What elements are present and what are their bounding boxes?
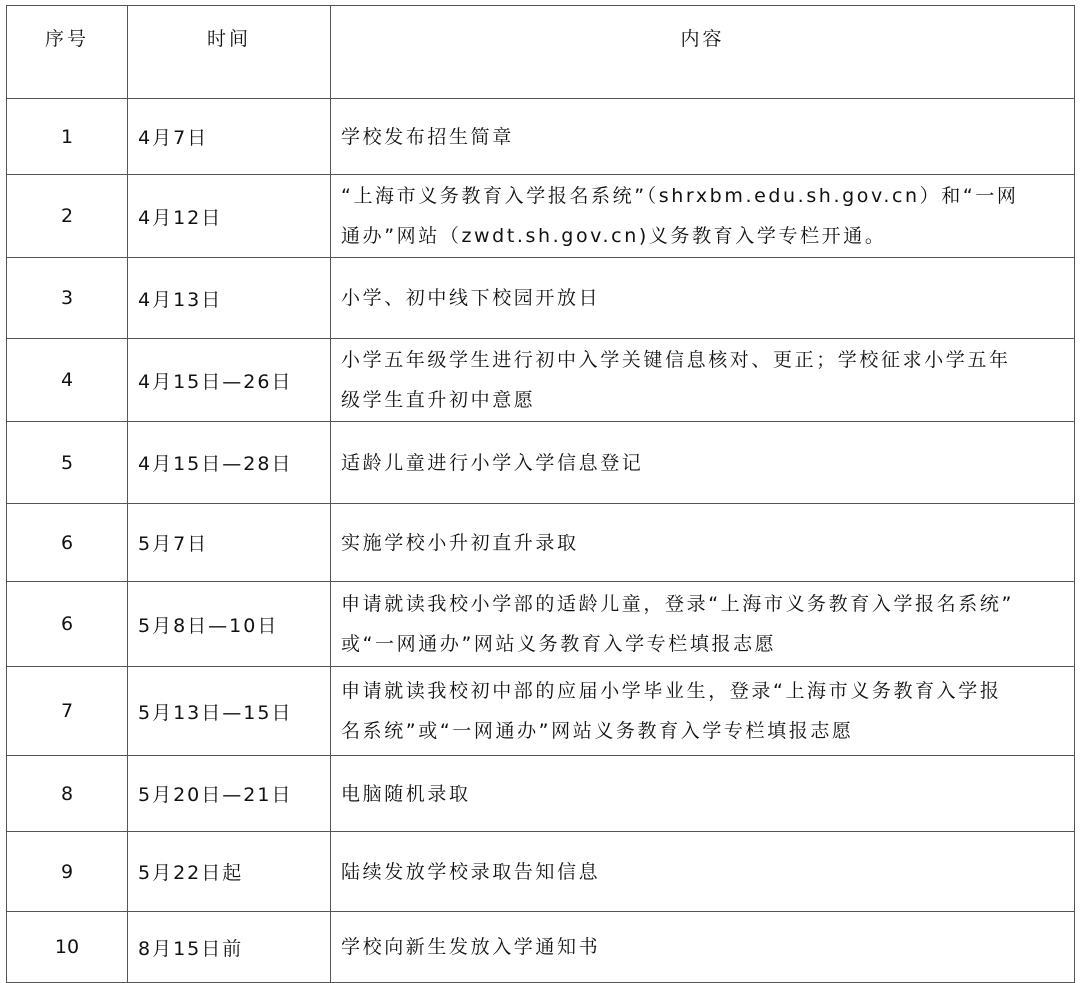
content-line: 小学、初中线下校园开放日: [341, 287, 601, 309]
row-time: 8月15日前: [128, 912, 331, 983]
table-row: [7, 339, 1075, 422]
row-content: [331, 582, 1075, 667]
row-content: [331, 756, 1075, 832]
row-content: [331, 99, 1075, 175]
content-line: 学校向新生发放入学通知书: [341, 936, 601, 958]
content-line: 级学生直升初中意愿: [341, 389, 536, 411]
table-row: [7, 422, 1075, 504]
row-content: [331, 504, 1075, 582]
content-line: 申请就读我校初中部的应届小学毕业生，登录“上海市义务教育入学报: [341, 680, 1002, 702]
content-line: 申请就读我校小学部的适龄儿童，登录“上海市义务教育入学报名系统”: [341, 593, 1014, 615]
row-time: 5月8日—10日: [128, 582, 331, 667]
table-row: [7, 175, 1075, 258]
content-line: “上海市义务教育入学报名系统”（shrxbm.edu.sh.gov.cn）和“一网: [341, 185, 1019, 207]
row-content: [331, 832, 1075, 912]
row-time: 4月12日: [128, 175, 331, 258]
header-time: 时间: [128, 6, 331, 99]
content-line: 小学五年级学生进行初中入学关键信息核对、更正；学校征求小学五年: [341, 349, 1011, 371]
row-content: [331, 912, 1075, 983]
row-time: 5月20日—21日: [128, 756, 331, 832]
table-row: [7, 756, 1075, 832]
row-content: [331, 667, 1075, 756]
row-time: 5月13日—15日: [128, 667, 331, 756]
content-line: 通办”网站（zwdt.sh.gov.cn)义务教育入学专栏开通。: [341, 225, 887, 247]
row-time: 4月15日—26日: [128, 339, 331, 422]
content-line: 学校发布招生简章: [341, 125, 514, 148]
row-time: 4月13日: [128, 258, 331, 339]
header-row: [7, 6, 1075, 99]
row-number: 1: [7, 99, 128, 175]
row-content: [331, 258, 1075, 339]
table-row: [7, 912, 1075, 983]
row-time: 5月7日: [128, 504, 331, 582]
content-line: 或“一网通办”网站义务教育入学专栏填报志愿: [341, 633, 777, 655]
content-line: 名系统”或“一网通办”网站义务教育入学专栏填报志愿: [341, 720, 854, 742]
table-row: [7, 582, 1075, 667]
content-line: 实施学校小升初直升录取: [341, 531, 579, 554]
table-row: [7, 258, 1075, 339]
table-row: [7, 667, 1075, 756]
row-content: [331, 339, 1075, 422]
content-line: 电脑随机录取: [341, 782, 471, 805]
row-number: 6: [7, 504, 128, 582]
row-number: 5: [7, 422, 128, 504]
row-content: [331, 175, 1075, 258]
row-number: 7: [7, 667, 128, 756]
content-line: 适龄儿童进行小学入学信息登记: [341, 451, 644, 474]
schedule-table: [6, 5, 1075, 983]
row-number: 3: [7, 258, 128, 339]
row-time: 5月22日起: [128, 832, 331, 912]
row-number: 2: [7, 175, 128, 258]
content-line: 陆续发放学校录取告知信息: [341, 860, 601, 883]
row-number: 10: [7, 912, 128, 983]
row-number: 9: [7, 832, 128, 912]
header-no: 序号: [7, 6, 128, 99]
row-number: 6: [7, 582, 128, 667]
header-content: 内容: [331, 6, 1075, 99]
row-number: 4: [7, 339, 128, 422]
row-number: 8: [7, 756, 128, 832]
table-row: [7, 99, 1075, 175]
row-time: 4月15日—28日: [128, 422, 331, 504]
table-row: [7, 832, 1075, 912]
table-row: [7, 504, 1075, 582]
row-time: 4月7日: [128, 99, 331, 175]
row-content: [331, 422, 1075, 504]
